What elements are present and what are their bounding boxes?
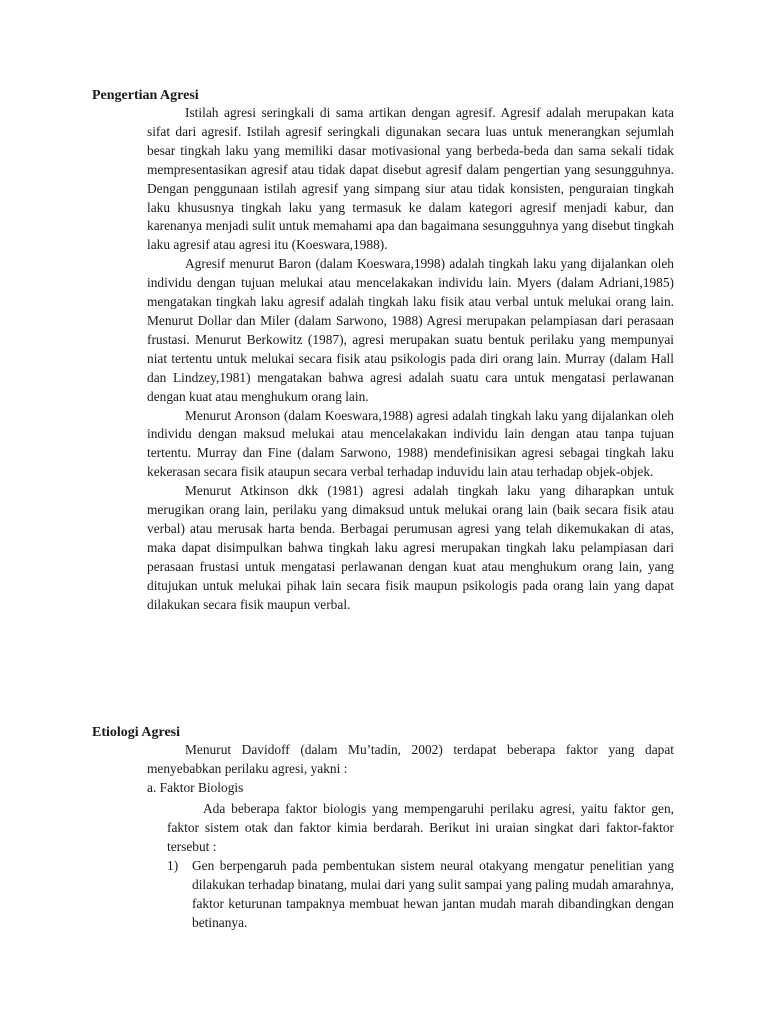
faktor-biologis-paragraph: Ada beberapa faktor biologis yang mempengaruhi perilaku agresi, yaitu faktor gen, faktor sistem otak dan faktor kimia berdarah. Berikut ini uraian singkat dari faktor-faktor tersebut :: [167, 801, 674, 854]
section-heading-pengertian-agresi: Pengertian Agresi: [92, 88, 199, 103]
section-heading-etiologi-agresi: Etiologi Agresi: [92, 725, 181, 740]
list-item-number: 1): [167, 858, 179, 873]
list-item-1: [167, 857, 674, 933]
paragraph-4: Menurut Atkinson dkk (1981) agresi adalah tingkah laku yang diharapkan untuk merugikan orang lain, perilaku yang dimaksud untuk melukai orang lain (baik secara fisik atau verbal) atau merusak harta benda. Berbagai perumusan agresi yang telah dikemukakan di atas, maka dapat disimpulkan bahwa tingkah laku agresi merupakan tingkah laku pelampiasan dari perasaan frustasi untuk mengatasi perlawanan dengan kuat atau menghukum orang lain, yang ditujukan untuk melukai pihak lain secara fisik maupun psikologis pada orang lain yang dapat dilakukan secara fisik maupun verbal.: [147, 483, 674, 612]
section-body-etiologi-agresi: [147, 741, 674, 798]
paragraph-2: Agresif menurut Baron (dalam Koeswara,1998) adalah tingkah laku yang dijalankan oleh individu dengan tujuan melukai atau mencelakakan individu lain. Myers (dalam Adriani,1985) mengatakan tingkah laku agresif adalah tingkah laku fisik atau verbal untuk melukai orang lain. Menurut Dollar dan Miler (dalam Sarwono, 1988) Agresi merupakan pelampiasan dari perasaan frustasi. Menurut Berkowitz (1987), agresi merupakan suatu bentuk perilaku yang mempunyai niat tertentu untuk melukai secara fisik atau psikologis pada diri orang lain. Murray (dalam Hall dan Lindzey,1981) mengatakan bahwa agresi adalah suatu cara untuk mengatasi perlawanan dengan kuat atau menghukum orang lain.: [147, 256, 674, 404]
section-body-pengertian-agresi: [147, 104, 674, 614]
etiologi-intro: Menurut Davidoff (dalam Mu’tadin, 2002) terdapat beberapa faktor yang dapat menyebabkan perilaku agresi, yakni :: [147, 742, 674, 776]
subheading-faktor-biologis: a. Faktor Biologis: [147, 779, 244, 795]
paragraph-3: Menurut Aronson (dalam Koeswara,1988) agresi adalah tingkah laku yang dijalankan oleh individu dengan maksud melukai atau mencelakakan individu lain dengan atau tanpa tujuan tertentu. Murray dan Fine (dalam Sarwono, 1988) mendefinisikan agresi sebagai tingkah laku kekerasan secara fisik ataupun secara verbal terhadap induvidu lain atau terhadap objek-objek.: [147, 407, 674, 480]
paragraph-1: Istilah agresi seringkali di sama artikan dengan agresif. Agresif adalah merupakan kata sifat dari agresif. Istilah agresif seringkali digunakan secara luas untuk menerangkan sejumlah besar tingkah laku yang memiliki dasar motivasional yang berbeda-beda dan sama sekali tidak mempresentasikan agresif atau tidak dapat disebut agresif dalam pengertian yang sesungguhnya. Dengan penggunaan istilah agresif yang simpang siur atau tidak konsisten, penguraian tingkah laku khususnya tingkah laku yang termasuk ke dalam kategori agresif menjadi kabur, dan karenanya menjadi sulit untuk memahami apa dan bagaimana sesungguhnya yang disebut tingkah laku agresif atau agresi itu (Koeswara,1988).: [147, 105, 674, 253]
faktor-biologis-body: [167, 800, 674, 857]
list-item-text: Gen berpengaruh pada pembentukan sistem neural otakyang mengatur penelitian yang dilakukan terhadap binatang, mulai dari yang sulit sampai yang paling mudah amarahnya, faktor keturunan tampaknya membuat hewan jantan mudah marah dibandingkan dengan betinanya.: [192, 858, 674, 930]
